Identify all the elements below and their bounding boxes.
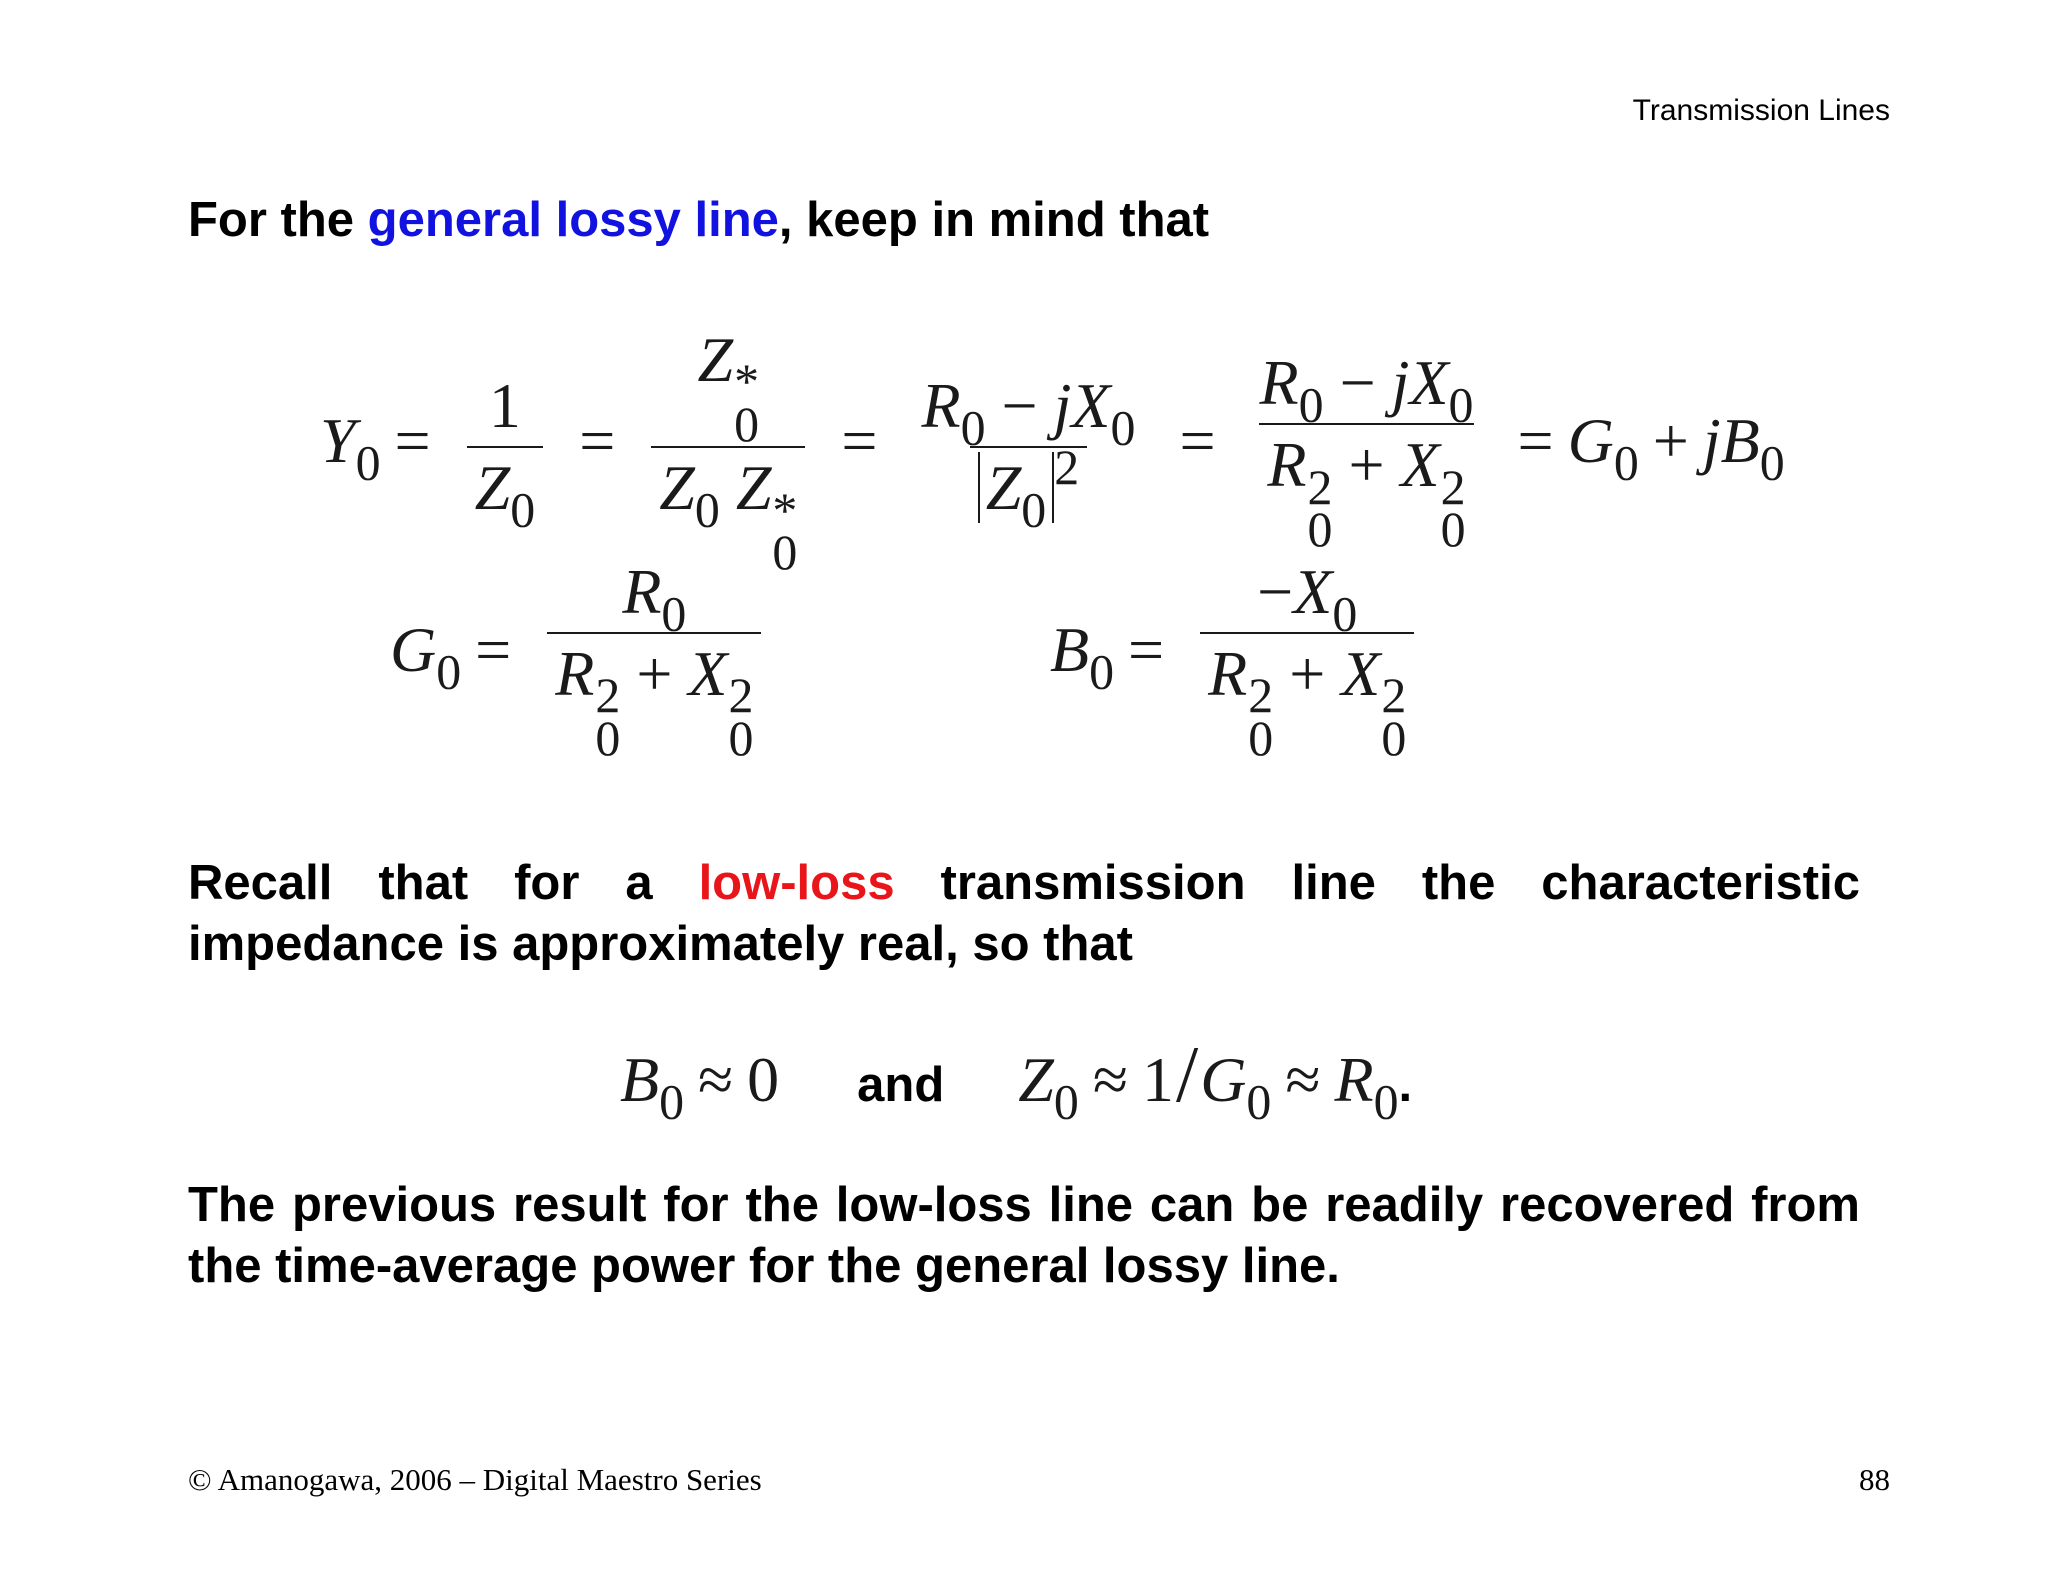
footer-copyright: © Amanogawa, 2006 – Digital Maestro Series (188, 1462, 762, 1497)
intro-highlight: general lossy line (367, 193, 779, 247)
recall-paragraph (188, 853, 1860, 975)
recall-text-before: Recall that for a (188, 856, 699, 910)
header-title: Transmission Lines (1632, 94, 1890, 127)
low-loss-approximation: $B_0 \approx 0$ and $Z_0 \approx 1/G_0 \approx R_0$. (620, 1031, 1413, 1130)
conclusion-paragraph: The previous result for the low-loss line can be readily recovered from the time-average power for the general lossy line. (188, 1178, 1860, 1293)
page-number: 88 (1859, 1462, 1890, 1497)
admittance-equation: $Y_0$ = $\frac{1}{Z_0}$ = Z * 0 $Z_0$ Z * 0 = $\frac{R_0 - jX_0}{Z_0^2}$ = $R_0 - jX_0$ R 2 0 + X 2 0 = $G_0 + jB_0$ (320, 324, 1785, 581)
susceptance-equation: $B_0$ = $-X_0$ R 2 0 + X 2 0 (1050, 552, 1420, 760)
conductance-equation: $G_0$ = $R_0$ R 2 0 + X 2 0 (390, 552, 767, 760)
recall-text-after: transmission line the characteristic impedance is approximately real, so that (188, 856, 1860, 971)
intro-text-after: , keep in mind that (778, 193, 1210, 247)
intro-paragraph (188, 190, 1860, 251)
and-connector: and (857, 1058, 945, 1112)
recall-highlight: low-loss (698, 856, 895, 910)
intro-text-before: For the (188, 193, 368, 247)
